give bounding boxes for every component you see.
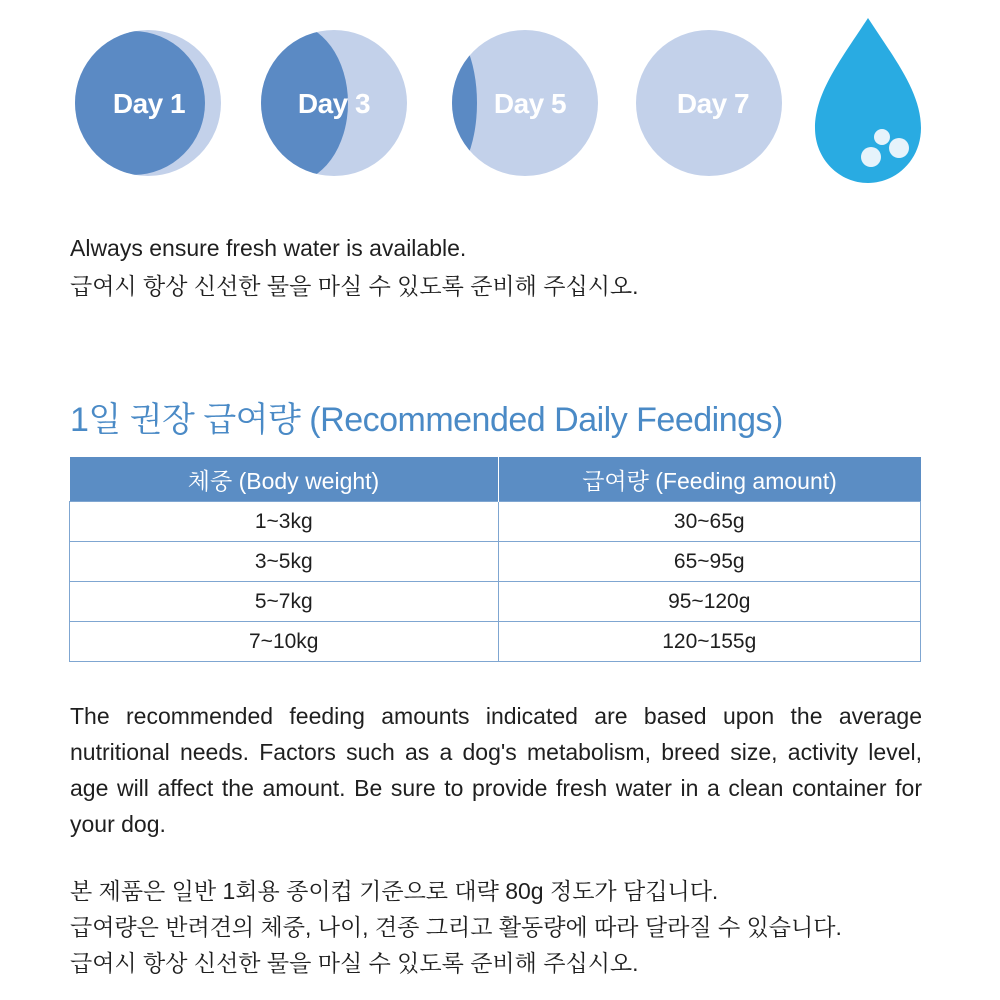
water-drop-icon [815,18,921,183]
day5-label: Day 5 [493,88,567,119]
day3-label: Day 3 [297,88,371,119]
feeding-note-en: The recommended feeding amounts indicated are based upon the average nutritional needs. Factors such as a dog's metabolism, breed size, activity level, age will affect the amount. Be sure to provide fresh water in a clean container for your dog. [70,703,922,837]
header-body-weight: 체중 (Body weight) [70,457,499,502]
amount-cell: 30~65g [498,502,921,542]
water-note-en: Always ensure fresh water is available. [70,235,467,261]
header-feeding-amount: 급여량 (Feeding amount) [498,457,921,502]
feeding-phase-row [0,0,1000,200]
note-ko-line: 급여량은 반려견의 체중, 나이, 견종 그리고 활동량에 따라 달라질 수 있습니다. [70,914,842,940]
water-note [70,229,639,305]
day1-label: Day 1 [112,88,186,119]
note-ko-line: 급여시 항상 신선한 물을 마실 수 있도록 준비해 주십시오. [70,950,639,976]
amount-cell: 65~95g [498,542,921,582]
table-row [70,542,921,582]
amount-cell: 95~120g [498,582,921,622]
table-header-row [70,457,921,502]
table-row [70,502,921,542]
amount-cell: 120~155g [498,622,921,662]
feeding-note-ko [70,873,842,981]
weight-cell: 5~7kg [70,582,499,622]
note-ko-line: 본 제품은 일반 1회용 종이컵 기준으로 대략 80g 정도가 담깁니다. [70,878,719,904]
water-note-ko: 급여시 항상 신선한 물을 마실 수 있도록 준비해 주십시오. [70,273,639,299]
weight-cell: 7~10kg [70,622,499,662]
weight-cell: 1~3kg [70,502,499,542]
feeding-table [69,457,921,662]
weight-cell: 3~5kg [70,542,499,582]
table-row [70,622,921,662]
table-row [70,582,921,622]
section-title: 1일 권장 급여량 (Recommended Daily Feedings) [70,401,783,439]
day7-label: Day 7 [676,88,750,119]
